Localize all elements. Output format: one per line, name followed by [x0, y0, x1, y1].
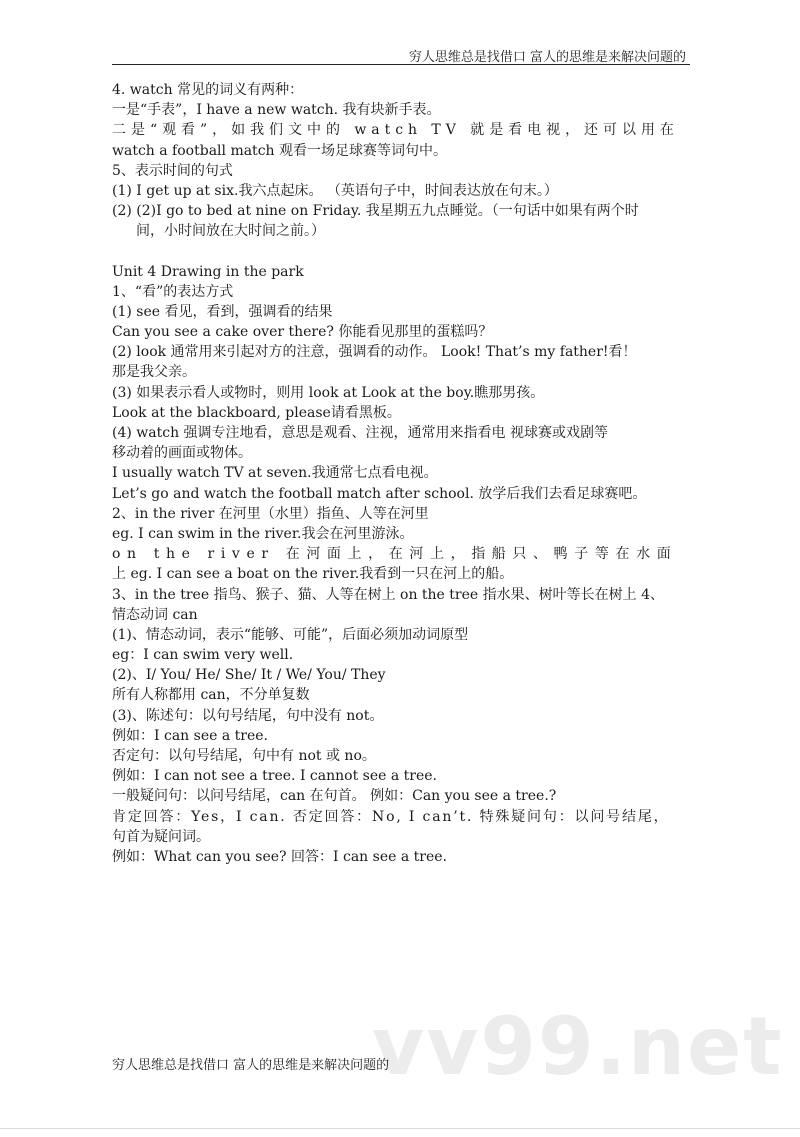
text-line: 情态动词 can: [112, 606, 198, 623]
document-body: [112, 80, 684, 867]
page-bottom-edge: [0, 1128, 800, 1129]
text-line: 例如：I can not see a tree. I cannot see a tree.: [112, 768, 437, 785]
text-line: eg：I can swim very well.: [112, 647, 294, 664]
text-line: 一是“手表”，I have a new watch. 我有块新手表。: [112, 102, 441, 119]
text-line: 移动着的画面或物体。: [112, 445, 252, 462]
text-line: Let’s go and watch the football match after school. 放学后我们去看足球赛吧。: [112, 485, 647, 502]
page-footer-text: 穷人思维总是找借口 富人的思维是来解决问题的: [112, 1058, 390, 1073]
text-line: (2) look 通常用来引起对方的注意，强调看的动作。 Look! That’s my father!看！: [112, 344, 637, 361]
text-line: 5、表示时间的句式: [112, 162, 233, 179]
header-rule: [112, 64, 690, 65]
watermark: vv99.net: [372, 1000, 784, 1093]
text-line: (2) (2)I go to bed at nine on Friday. 我星期五九点睡觉。（一句话中如果有两个时: [112, 203, 639, 220]
text-line: 肯定回答：Yes，I can. 否定回答：No, I can’t. 特殊疑问句：以问号结尾，: [112, 808, 670, 825]
text-line: 一般疑问句：以问号结尾，can 在句首。 例如：Can you see a tree.?: [112, 788, 557, 805]
text-line: eg. I can swim in the river.我会在河里游泳。: [112, 525, 414, 542]
text-line: 例如：I can see a tree.: [112, 727, 268, 744]
text-line: watch a football match 观看一场足球赛等词句中。: [112, 142, 447, 159]
text-line: (1) see 看见，看到，强调看的结果: [112, 303, 333, 320]
text-line: Can you see a cake over there? 你能看见那里的蛋糕吗？: [112, 324, 493, 341]
text-line: 例如：What can you see? 回答：I can see a tree.: [112, 848, 447, 865]
text-line: 3、in the tree 指鸟、猴子、猫、人等在树上 on the tree 指水果、树叶等长在树上 4、: [112, 586, 664, 603]
text-line: (1) I get up at six.我六点起床。 （英语句子中，时间表达放在句末。）: [112, 182, 558, 199]
text-line: 二是“观看”，如我们文中的 watch TV 就是看电视，还可以用在: [112, 122, 679, 139]
text-line: (3)、陈述句：以句号结尾，句中没有 not。: [112, 707, 384, 724]
text-line: 间，小时间放在大时间之前。）: [136, 223, 325, 240]
text-line: I usually watch TV at seven.我通常七点看电视。: [112, 465, 438, 482]
text-line: (2)、I/ You/ He/ She/ It / We/ You/ They: [112, 667, 386, 684]
text-line: on the river 在河面上，在河上，指船只、鸭子等在水面: [112, 546, 678, 563]
text-line: 句首为疑问词。: [112, 828, 210, 845]
text-line: 2、in the river 在河里（水里）指鱼、人等在河里: [112, 505, 429, 522]
page-header-text: 穷人思维总是找借口 富人的思维是来解决问题的: [408, 50, 686, 65]
text-line: 所有人称都用 can，不分单复数: [112, 687, 310, 704]
text-line: 否定句：以句号结尾，句中有 not 或 no。: [112, 748, 376, 764]
text-line: Look at the blackboard, please请看黑板。: [112, 404, 401, 421]
text-line: (1)、情态动词，表示“能够、可能”，后面必须加动词原型: [112, 626, 469, 643]
text-line: 那是我父亲。: [112, 364, 196, 381]
text-line: Unit 4 Drawing in the park: [112, 263, 304, 280]
text-line: 上 eg. I can see a boat on the river.我看到一只在河上的船。: [112, 566, 514, 583]
blank-line: [112, 242, 684, 262]
text-line: (3) 如果表示看人或物时，则用 look at Look at the boy.瞧那男孩。: [112, 384, 545, 401]
text-line: 1、“看”的表达方式: [112, 283, 234, 300]
text-line: 4. watch 常见的词义有两种：: [112, 82, 304, 98]
text-line: (4) watch 强调专注地看，意思是观看、注视，通常用来指看电 视球赛或戏剧等: [112, 425, 608, 441]
